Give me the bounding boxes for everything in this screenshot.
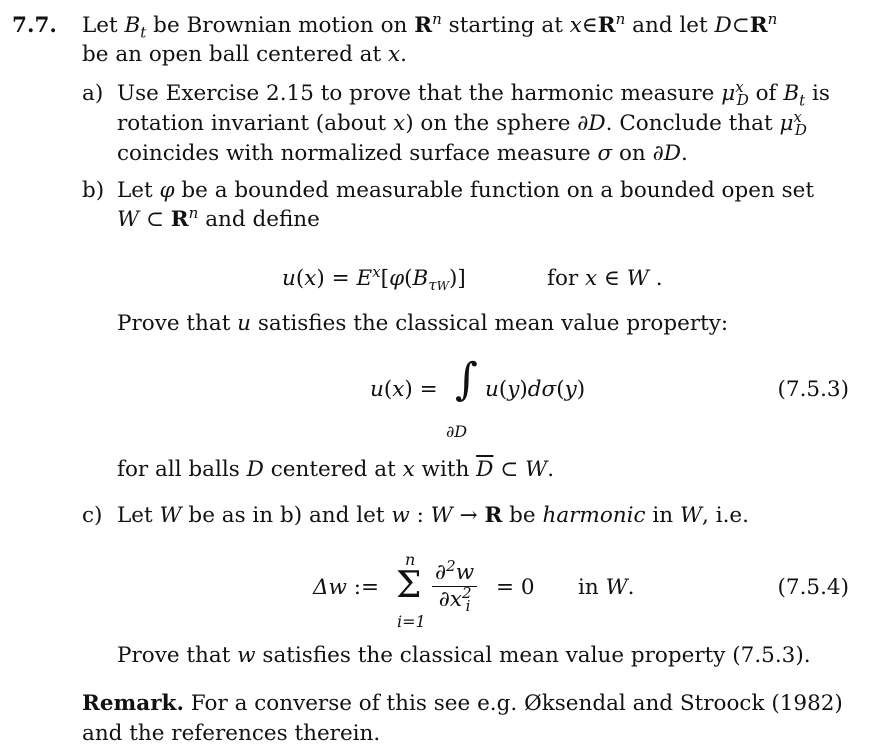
equation-definition-condition: for x ∈ W . — [547, 266, 663, 291]
equation-definition-u: $u(x) = E^x[\varphi(B_{\tau W})]$ — [282, 262, 466, 295]
exercise-intro-line-2: be an open ball centered at x. — [82, 42, 407, 67]
remark-label: Remark. — [82, 691, 184, 716]
laplacian-fraction — [432, 556, 477, 616]
fraction-numerator: ∂$^2$w — [432, 560, 477, 587]
equation-mean-value-rhs: u(y)dσ(y) — [485, 377, 586, 402]
part-b-line-3: Prove that u satisfies the classical mean value property: — [117, 311, 729, 336]
sum-sign: Σ — [396, 565, 422, 606]
part-c-line-1: Let W be as in b) and let w : W → R be harmonic in W, i.e. — [117, 503, 749, 528]
equation-laplacian-rhs: = 0 — [496, 575, 535, 600]
part-c-label: c) — [82, 503, 103, 528]
equation-number-7-5-4: (7.5.4) — [777, 575, 849, 600]
remark-line-1 — [82, 690, 843, 718]
integral-domain: ∂D — [446, 422, 468, 441]
remark-line-2: and the references therein. — [82, 721, 381, 746]
part-a-label: a) — [82, 81, 104, 106]
exercise-intro-line-1: Let $B_t$ be Brownian motion on $R^n$ starting at $x\in R^n$ and let $D\subset R^n$ — [82, 9, 778, 42]
sum-upper-limit: n — [405, 550, 416, 569]
exercise-number: 7.7. — [12, 13, 57, 38]
equation-mean-value-lhs: u(x) = — [370, 377, 438, 402]
equation-number-7-5-3: (7.5.3) — [777, 377, 849, 402]
part-b-line-1: Let φ be a bounded measurable function on a bounded open set — [117, 178, 815, 203]
part-b-line-2: W ⊂ $R^n$ and define — [117, 203, 320, 232]
part-a-line-2: rotation invariant (about x) on the sphere ∂D. Conclude that $\mu^x_D$ — [117, 107, 807, 140]
integral-sign: ∫ — [455, 354, 478, 405]
equation-laplacian-condition: in W. — [578, 575, 635, 600]
part-a-line-1: Use Exercise 2.15 to prove that the harmonic measure $\mu^x_D$ of $B_t$ is — [117, 77, 830, 110]
exercise-heading — [12, 12, 57, 40]
part-b-label: b) — [82, 178, 105, 203]
fraction-denominator: $\partial x^2_i$ — [438, 583, 472, 616]
part-c-line-2: Prove that w satisfies the classical mean value property (7.5.3). — [117, 643, 811, 668]
part-a-line-3: coincides with normalized surface measure σ on ∂D. — [117, 141, 688, 166]
sum-lower-limit: i=1 — [397, 612, 426, 631]
remark-text-1: For a converse of this see e.g. Øksendal and Stroock (1982) — [190, 691, 843, 716]
part-b-line-4: for all balls D centered at x with $\overline{D}$ ⊂ W. — [117, 457, 555, 482]
equation-laplacian-lhs: Δw := — [313, 575, 380, 600]
